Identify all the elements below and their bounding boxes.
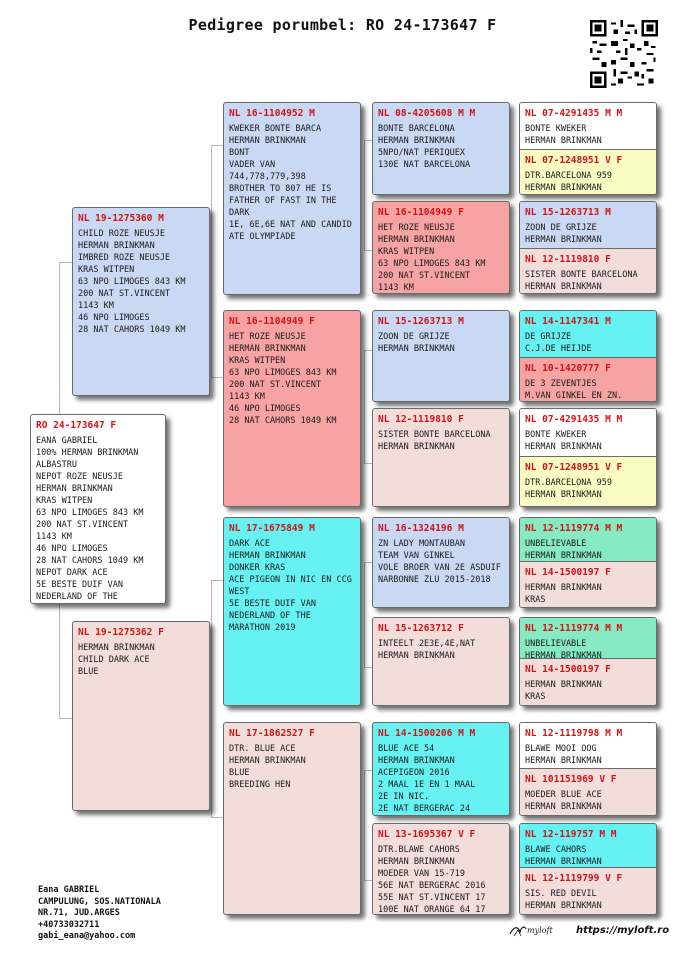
gen4-sire[interactable] [520, 103, 656, 149]
sire-sire-card[interactable] [223, 102, 361, 295]
gen3-card-1[interactable] [372, 102, 510, 195]
pigeon-details: HET ROZE NEUSJE HERMAN BRINKMAN KRAS WITPEN 63 NPO LIMOGES 843 KM 200 NAT ST.VINCENT 1143 KM 46 NPO LIMOGES 28 NAT CAHORS 1049 KM [229, 332, 337, 426]
pigeon-details: BONTE BARCELONA HERMAN BRINKMAN 5NPO/NAT PERIQUEX 130E NAT BARCELONA [378, 124, 471, 170]
ring-number: NL 08-4205608 M M [378, 108, 476, 119]
pigeon-details: SISTER BONTE BARCELONA HERMAN BRINKMAN [525, 270, 638, 292]
pigeon-details: UNBELIEVABLE HERMAN BRINKMAN [525, 539, 602, 561]
ring-number: NL 15-1263713 M [378, 316, 464, 327]
ring-number: NL 16-1104952 M [229, 108, 315, 119]
pigeon-details: DE 3 ZEVENTJES M.VAN GINKEL EN ZN. [525, 379, 623, 401]
ring-number: NL 12-1119774 M M [525, 623, 623, 634]
pigeon-details: KWEKER BONTE BARCA HERMAN BRINKMAN BONT VADER VAN 744,778,779,398 BROTHER TO 807 HE IS FATHER OF FAST IN THE DARK 1E, 6E,6E NAT AND CANDID ATE OLYMPIADE [229, 124, 352, 242]
myloft-logo-icon [508, 920, 558, 940]
connector-line [364, 770, 372, 771]
website-link[interactable]: https://myloft.ro [576, 925, 670, 936]
gen4-dam[interactable] [520, 658, 656, 706]
ring-number: NL 12-1119774 M M [525, 523, 623, 534]
gen4-sire[interactable] [520, 824, 656, 867]
ring-number: NL 19-1275362 F [78, 627, 164, 638]
pigeon-details: DTR.BLAWE CAHORS HERMAN BRINKMAN MOEDER VAN 15-719 56E NAT BERGERAC 2016 55E NAT ST.VINCENT 17 100E NAT ORANGE 64 17 [378, 845, 486, 915]
pigeon-details: BLAWE MOOI OOG HERMAN BRINKMAN [525, 744, 602, 766]
gen4-pair-card-6[interactable] [519, 617, 657, 706]
connector-line [211, 580, 223, 581]
pigeon-details: HERMAN BRINKMAN KRAS [525, 680, 602, 702]
ring-number: NL 14-1500197 F [525, 664, 611, 675]
gen4-sire[interactable] [520, 202, 656, 248]
ring-number: NL 16-1324196 M [378, 523, 464, 534]
ring-number: NL 12-1119810 F [525, 254, 611, 265]
pigeon-details: UNBELIEVABLE HERMAN BRINKMAN [525, 639, 602, 658]
ring-number: NL 07-4291435 M M [525, 414, 623, 425]
connector-line [364, 350, 365, 463]
connector-line [364, 250, 372, 251]
ring-number: NL 17-1675849 M [229, 523, 315, 534]
ring-number: NL 07-1248951 V F [525, 155, 623, 166]
ring-number: NL 07-1248951 V F [525, 462, 623, 473]
ring-number: RO 24-173647 F [36, 420, 117, 431]
connector-line [211, 580, 212, 817]
dam-card[interactable] [72, 621, 210, 811]
gen3-card-4[interactable] [372, 408, 510, 507]
connector-line [364, 140, 365, 250]
ring-number: NL 15-1263713 M [525, 207, 611, 218]
gen4-pair-card-5[interactable] [519, 517, 657, 608]
sire-card[interactable] [72, 207, 210, 396]
pigeon-details: EANA GABRIEL 100% HERMAN BRINKMAN ALBASTRU NEPOT ROZE NEUSJE HERMAN BRINKMAN KRAS WITPEN 63 NPO LIMOGES 843 KM 200 NAT ST.VINCENT 1143 KM 46 NPO LIMOGES 28 NAT CAHORS 1049 KM NEPOT DARK ACE 5E BESTE DUIF VAN NEDERLAND OF THE [36, 436, 144, 602]
connector-line [211, 145, 212, 377]
connector-line [59, 262, 72, 263]
brand-name: myloft [527, 926, 553, 935]
gen3-card-7[interactable] [372, 722, 510, 816]
pigeon-details: BLAWE CAHORS HERMAN BRINKMAN [525, 845, 602, 867]
gen4-sire[interactable] [520, 723, 656, 768]
gen4-dam[interactable] [520, 456, 656, 507]
connector-line [364, 770, 365, 880]
gen3-card-2[interactable] [372, 201, 510, 294]
gen4-sire[interactable] [520, 311, 656, 357]
dam-dam-card[interactable] [223, 722, 361, 915]
pigeon-details: BLUE ACE 54 HERMAN BRINKMAN ACEPIGEON 2016 2 MAAL 1E EN 1 MAAL 2E IN NIC. 2E NAT BERGERAC 24 [378, 744, 476, 814]
ring-number: NL 19-1275360 M [78, 213, 164, 224]
ring-number: NL 17-1862527 F [229, 728, 315, 739]
connector-line [364, 140, 372, 141]
owner-contact [38, 885, 161, 943]
gen3-card-3[interactable] [372, 310, 510, 402]
sire-dam-card[interactable] [223, 310, 361, 507]
subject-pigeon-card[interactable] [30, 414, 166, 604]
owner-address-line: NR.71, JUD.ARGES [38, 908, 120, 918]
gen4-pair-card-4[interactable] [519, 408, 657, 507]
ring-number: NL 15-1263712 F [378, 623, 464, 634]
gen4-dam[interactable] [520, 357, 656, 402]
dam-sire-card[interactable] [223, 517, 361, 706]
connector-line [364, 562, 372, 563]
pigeon-details: SISTER BONTE BARCELONA HERMAN BRINKMAN [378, 430, 491, 452]
gen4-pair-card-3[interactable] [519, 310, 657, 402]
pigeon-details: ZOON DE GRIJZE HERMAN BRINKMAN [525, 223, 602, 245]
pigeon-details: HET ROZE NEUSJE HERMAN BRINKMAN KRAS WITPEN 63 NPO LIMOGES 843 KM 200 NAT ST.VINCENT 1143 KM [378, 223, 486, 293]
pigeon-details: DE GRIJZE C.J.DE HEIJDE [525, 332, 592, 354]
pigeon-details: DARK ACE HERMAN BRINKMAN DONKER KRAS ACE PIGEON IN NIC EN CCG WEST 5E BESTE DUIF VAN NEDERLAND OF THE MARATHON 2019 [229, 539, 352, 633]
connector-line [211, 145, 223, 146]
owner-email[interactable]: gabi_eana@yahoo.com [38, 931, 136, 941]
ring-number: NL 101151969 V F [525, 774, 617, 785]
ring-number: NL 13-1695367 V F [378, 829, 476, 840]
pigeon-details: HERMAN BRINKMAN KRAS [525, 583, 602, 605]
ring-number: NL 12-1119799 V F [525, 873, 623, 884]
ring-number: NL 12-1119810 F [378, 414, 464, 425]
connector-line [364, 463, 372, 464]
page-title: Pedigree porumbel: RO 24-173647 F [188, 16, 497, 34]
pigeon-details: CHILD ROZE NEUSJE HERMAN BRINKMAN IMBRED ROZE NEUSJE KRAS WITPEN 63 NPO LIMOGES 843 KM 200 NAT ST.VINCENT 1143 KM 46 NPO LIMOGES 28 NAT CAHORS 1049 KM [78, 229, 186, 335]
gen4-pair-card-7[interactable] [519, 722, 657, 816]
gen3-card-8[interactable] [372, 823, 510, 915]
qr-code-icon [590, 20, 658, 88]
gen4-dam[interactable] [520, 248, 656, 294]
connector-line [364, 880, 372, 881]
gen4-sire[interactable] [520, 409, 656, 456]
connector-line [364, 667, 372, 668]
gen3-card-5[interactable] [372, 517, 510, 608]
ring-number: NL 16-1104949 F [229, 316, 315, 327]
pigeon-details: MOEDER BLUE ACE HERMAN BRINKMAN [525, 790, 602, 812]
pigeon-details: BONTE KWEKER HERMAN BRINKMAN [525, 430, 602, 452]
owner-name: Eana GABRIEL [38, 885, 100, 895]
pigeon-details: HERMAN BRINKMAN CHILD DARK ACE BLUE [78, 643, 155, 677]
gen4-pair-card-8[interactable] [519, 823, 657, 915]
connector-line [364, 350, 372, 351]
gen4-pair-card-1[interactable] [519, 102, 657, 195]
gen4-sire[interactable] [520, 618, 656, 658]
owner-address-line: CAMPULUNG, SOS.NATIONALA [38, 896, 161, 907]
gen4-dam[interactable] [520, 867, 656, 915]
pigeon-details: INTEELT 2E3E,4E,NAT HERMAN BRINKMAN [378, 639, 476, 661]
connector-line [364, 562, 365, 667]
pigeon-details: ZOON DE GRIJZE HERMAN BRINKMAN [378, 332, 455, 354]
gen3-card-6[interactable] [372, 617, 510, 706]
pigeon-details: ZN LADY MONTAUBAN TEAM VAN GINKEL VOLE BROER VAN 2E ASDUIF NARBONNE ZLU 2015-2018 [378, 539, 501, 585]
pigeon-details: DTR.BARCELONA 959 HERMAN BRINKMAN [525, 171, 612, 193]
gen4-sire[interactable] [520, 518, 656, 561]
ring-number: NL 12-1119798 M M [525, 728, 623, 739]
ring-number: NL 12-119757 M M [525, 829, 617, 840]
ring-number: NL 14-1500197 F [525, 567, 611, 578]
ring-number: NL 14-1500206 M M [378, 728, 476, 739]
connector-line [211, 377, 223, 378]
ring-number: NL 16-1104949 F [378, 207, 464, 218]
ring-number: NL 07-4291435 M M [525, 108, 623, 119]
pigeon-details: DTR.BARCELONA 959 HERMAN BRINKMAN [525, 478, 612, 500]
gen4-dam[interactable] [520, 768, 656, 816]
pigeon-details: BONTE KWEKER HERMAN BRINKMAN [525, 124, 602, 146]
gen4-dam[interactable] [520, 561, 656, 608]
owner-phone: +40733032711 [38, 919, 100, 930]
gen4-pair-card-2[interactable] [519, 201, 657, 294]
connector-line [211, 817, 223, 818]
connector-line [59, 718, 72, 719]
ring-number: NL 14-1147341 M [525, 316, 611, 327]
pigeon-details: SIS. RED DEVIL HERMAN BRINKMAN [525, 889, 602, 911]
pigeon-details: DTR. BLUE ACE HERMAN BRINKMAN BLUE BREEDING HEN [229, 744, 306, 790]
gen4-dam[interactable] [520, 149, 656, 195]
ring-number: NL 10-1420777 F [525, 363, 611, 374]
